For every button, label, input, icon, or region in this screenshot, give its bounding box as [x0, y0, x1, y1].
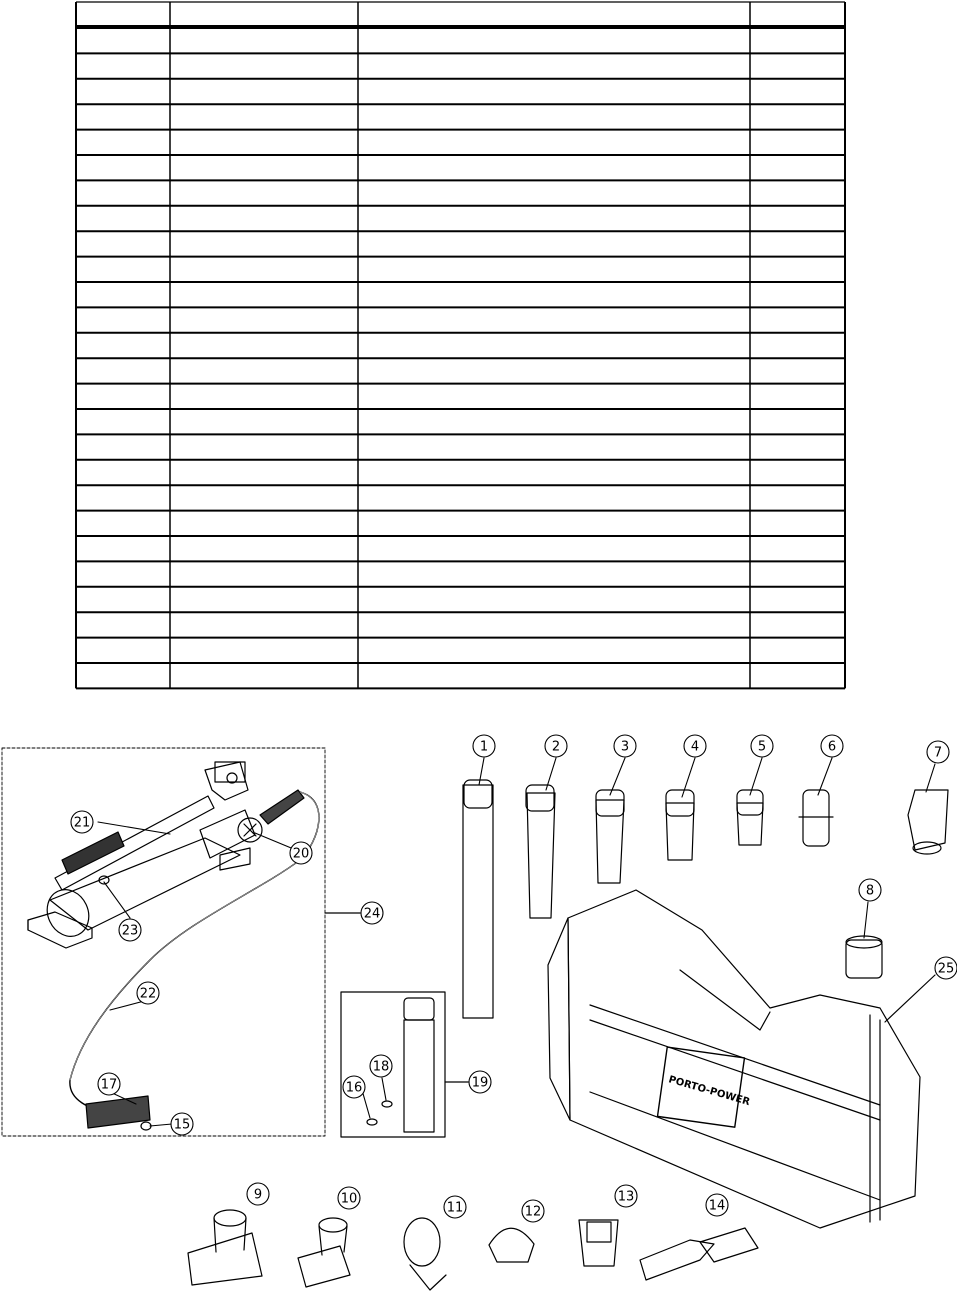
callout-number: 2 [551, 739, 561, 755]
callout-number: 16 [345, 1080, 363, 1096]
callout-number: 11 [446, 1200, 464, 1216]
callout-number: 5 [757, 739, 767, 755]
hand-pump [28, 762, 304, 948]
callout-number: 6 [827, 739, 837, 755]
callout-number: 13 [617, 1189, 635, 1205]
callout-number: 19 [471, 1075, 489, 1091]
callout-number: 3 [620, 739, 630, 755]
callout-number: 15 [173, 1117, 191, 1133]
callout-number: 23 [121, 923, 139, 939]
callout-number: 20 [292, 846, 310, 862]
cylinder-kit-frame [341, 992, 445, 1137]
callout-number: 21 [73, 815, 91, 831]
callout-number: 4 [690, 739, 700, 755]
callout-number: 22 [139, 986, 157, 1002]
callout-number: 8 [865, 883, 875, 899]
callouts [71, 735, 957, 1222]
callout-number: 7 [933, 745, 943, 761]
callout-number: 18 [372, 1059, 390, 1075]
wedge-head [908, 790, 948, 850]
callout-number: 17 [100, 1077, 118, 1093]
extension-tubes [463, 780, 833, 1018]
callout-number: 9 [253, 1187, 263, 1203]
callout-number: 25 [937, 961, 955, 977]
callout-number: 1 [479, 739, 489, 755]
callout-number: 14 [708, 1198, 726, 1214]
callout-number: 12 [524, 1204, 542, 1220]
bottom-attachments [188, 1210, 758, 1290]
carry-case [548, 890, 920, 1228]
callout-number: 24 [363, 906, 381, 922]
case-logo: PORTO-POWER [667, 1074, 752, 1109]
callout-number: 10 [340, 1191, 358, 1207]
